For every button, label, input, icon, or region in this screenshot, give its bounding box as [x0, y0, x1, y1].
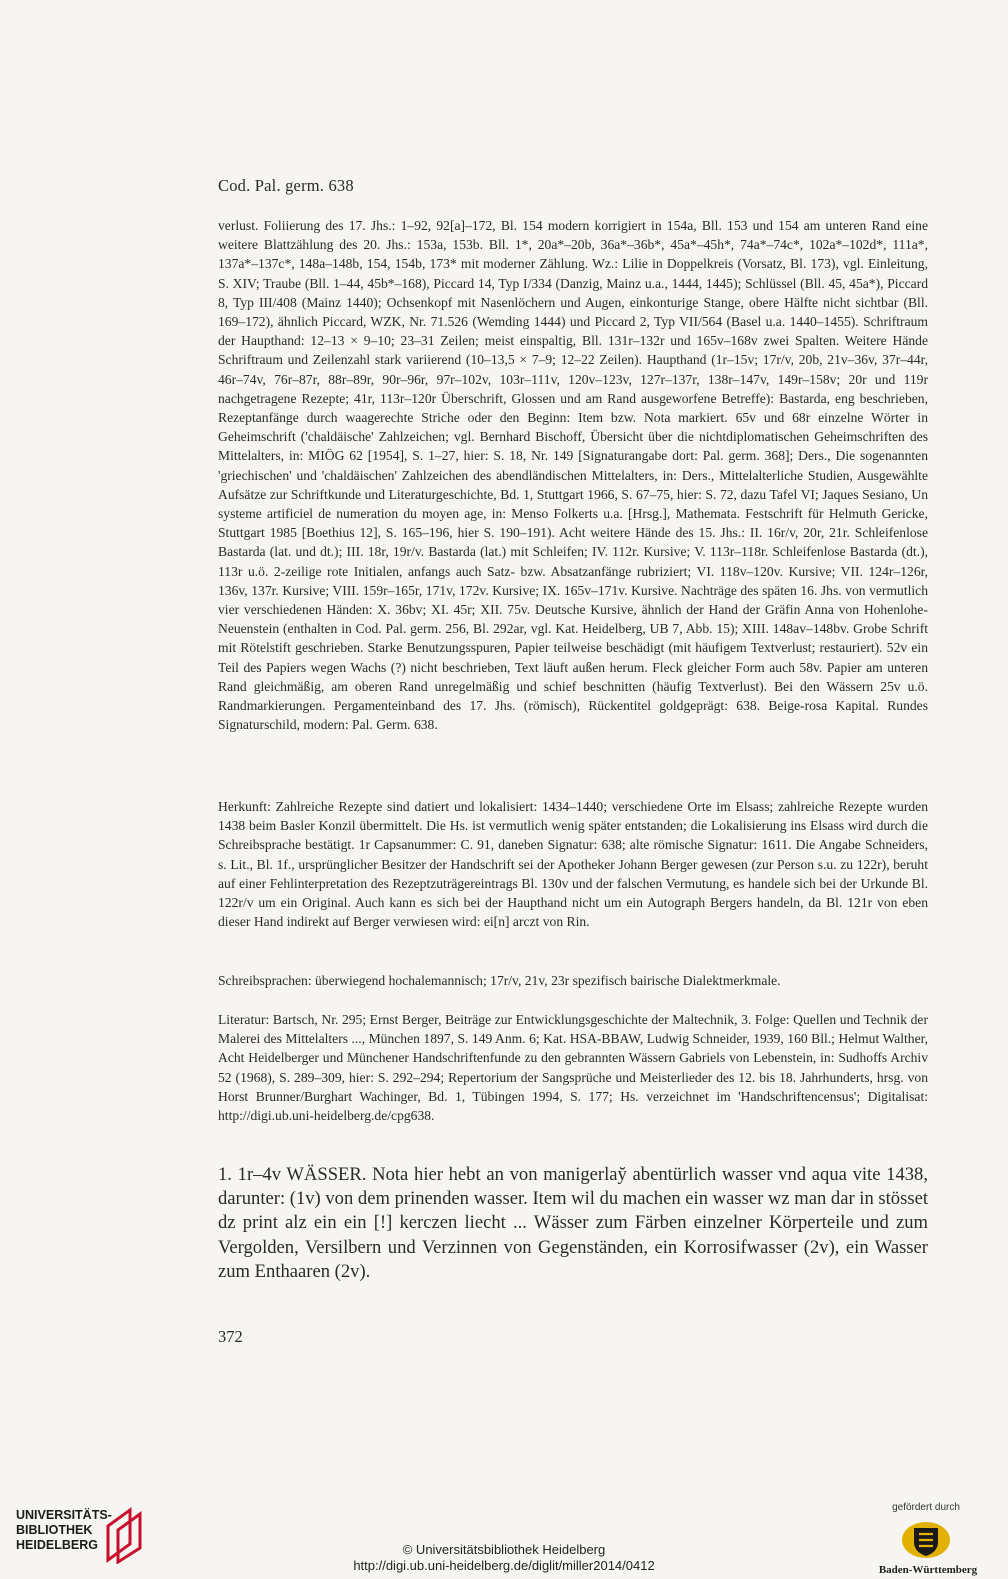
sponsor-name: Baden-Württemberg [878, 1564, 978, 1576]
copyright-notice [0, 1542, 1008, 1573]
paragraph-literatur: Literatur: Bartsch, Nr. 295; Ernst Berger, Beiträge zur Entwicklungsgeschichte der Maltechnik, 3. Folge: Quellen und Technik der Malerei des Mittelalters ..., München 1897, S. 149 Anm. 6; Kat. HSA-BBAW, Ludwig Schneider, 1939, 160 Bll.; Helmut Walther, Acht Heidelberger und Münchener Handschriftenfunde zu den gebrannten Wässern Gabriels von Lebenstein, in: Sudhoffs Archiv 52 (1968), S. 289–309, hier: S. 292–294; Repertorium der Sangsprüche und Meisterlieder des 12. bis 18. Jahrhunderts, hrsg. von Horst Brunner/Burghart Wachinger, Bd. 1, Tübingen 1994, S. 177; Hs. verzeichnet im 'Handschriftencensus'; Digitalisat: http://digi.ub.uni-heidelberg.de/cpg638. [218, 1012, 928, 1124]
folio-number: 372 [218, 1327, 243, 1346]
paragraph-codicology: verlust. Foliierung des 17. Jhs.: 1–92, 92[a]–172, Bl. 154 modern korrigiert in 154a, Bll. 153 und 154 am unteren Rand eine weitere Blattzählung des 20. Jhs.: 153a, 153b. Bll. 1*, 20a*–20b, 36a*–36b*, 45a*–45h*, 74a*–74c*, 102a*–102d*, 111a*, 137a*–137c*, 148a–148b, 154, 154b, 173* mit moderner Zählung. Wz.: Lilie in Doppelkreis (Vorsatz, Bl. 173), vgl. Einleitung, S. XIV; Traube (Bll. 1–44, 45b*–168), Piccard 14, Typ I/334 (Danzig, Mainz u.a., 1444, 1445); Schlüssel (Bll. 45, 45a*), Piccard 8, Typ III/408 (Mainz 1440); Ochsenkopf mit Nasenlöchern und Augen, einkonturige Stange, obere Hälfte nicht sichtbar (Bll. 169–172), ähnlich Piccard, WZK, Nr. 71.526 (Wemding 1444) und Piccard 2, Typ VII/564 (Basel u.a. 1440–1455). Schriftraum der Haupthand: 12–13 × 9–10; 23–31 Zeilen; meist einspaltig, Bll. 131r–132r und 165v–168v zwei Spalten. Weitere Hände Schriftraum und Zeilenzahl stark variierend (10–13,5 × 7–9; 12–22 Zeilen). Haupthand (1r–15v; 17r/v, 20b, 21v–36v, 37r–44r, 46r–74v, 76r–87r, 88r–89r, 90r–96r, 97r–102v, 103r–111v, 120v–123v, 127r–137r, 138r–147v, 149r–158v; 20r und 119r nachgetragene Rezepte; 41r, 113r–120r Überschrift, Glossen und am Rand ausgeworfene Betreffe): Bastarda, eng beschrieben, Rezeptanfänge durch waagerechte Striche oder den Beginn: Item bzw. Nota markiert. 65v und 68r einzelne Wörter in Geheimschrift ('chaldäische' Zahlzeichen; vgl. Bernhard Bischoff, Übersicht über die nichtdiplomatischen Geheimschriften des Mittelalters, in: MIÖG 62 [1954], S. 1–27, hier: S. 18, Nr. 149 [Signaturangabe dort: Pal. germ. 368]; Ders., Die sogenannten 'griechischen' und 'chaldäischen' Zahlzeichen des abendländischen Mittelalters, in: Ders., Mittelalterliche Studien, Ausgewählte Aufsätze zur Schriftkunde und Literaturgeschichte, Bd. 1, Stuttgart 1966, S. 67–75, hier: S. 72, dazu Tafel VI; Jaques Sesiano, Un systeme artificiel de numeration du moyen age, in: Menso Folkerts u.a. [Hrsg.], Mathemata. Festschrift für Helmuth Gericke, Stuttgart 1985 [Boethius 12], S. 165–196, hier S. 190–191). Acht weitere Hände des 15. Jhs.: II. 16r/v, 20r, 21r. Schleifenlose Bastarda (lat. und dt.); III. 18r, 19r/v. Bastarda (lat.) mit Schleifen; IV. 112r. Kursive; V. 113r–118r. Schleifenlose Bastarda (dt.), 113r u.ö. 2-zeilige rote Initialen, anfangs auch Satz- bzw. Absatzanfänge rubriziert; VI. 118v–120v. Kursive; VII. 124r–126r, 136v, 137r. Kursive; VIII. 159r–165r, 171v, 172v. Kursive; IX. 165v–171v. Kursive. Nachträge des späten 16. Jhs. von vermutlich vier verschiedenen Händen: X. 36bv; XI. 45r; XII. 75v. Deutsche Kursive, ähnlich der Hand der Gräfin Anna von Hohenlohe-Neuenstein (enthalten in Cod. Pal. germ. 256, Bl. 292ar, vgl. Kat. Heidelberg, UB 7, Abb. 15); XIII. 148av–148bv. Grobe Schrift mit Rötelstift geschrieben. Starke Benutzungsspuren, Papier teilweise beschädigt (mit häufigem Textverlust; restauriert). 52v ein Teil des Papiers wegen Wachs (?) nicht beschrieben, Text läuft außen herum. Fleck gleicher Form auch 58v. Papier am unteren Rand gleichmäßig, am oberen Rand unregelmäßig und schief beschnitten (häufig Textverlust). Bei den Wässern 25v u.ö. Randmarkierungen. Pergamenteinband des 17. Jhs. (römisch), Rückentitel goldgeprägt: 638. Beige-rosa Kapital. Rundes Signaturschild, modern: Pal. Germ. 638. [218, 218, 928, 733]
running-head: Cod. Pal. germ. 638 [218, 176, 354, 195]
logo-line-1: UNIVERSITÄTS- [16, 1508, 112, 1522]
sponsor-label: gefördert durch [892, 1502, 960, 1513]
paragraph-schreibsprachen: Schreibsprachen: überwiegend hochalemannisch; 17r/v, 21v, 23r spezifisch bairische Dialektmerkmale. [218, 973, 781, 988]
catalogue-entry: 1. 1r–4v WÄSSER. Nota hier hebt an von manigerlay̆ abentürlich wasser vnd aqua vite 1438, darunter: (1v) von dem prinenden wasser. Item wil du machen ein wasser wz man dar in stösset dz print alz ein ein [!] kerczen liecht ... Wässer zum Färben einzelner Körperteile und zum Vergolden, Versilbern und Verzinnen von Gegenständen, ein Korrosifwasser (2v), ein Wasser zum Enthaaren (2v). [218, 1164, 928, 1282]
footer [0, 1490, 1008, 1579]
logo-line-2: BIBLIOTHEK [16, 1523, 93, 1537]
copyright-line: © Universitätsbibliothek Heidelberg [402, 1542, 606, 1557]
permalink[interactable]: http://digi.ub.uni-heidelberg.de/diglit/miller2014/0412 [353, 1557, 655, 1573]
logo-line-3: HEIDELBERG [16, 1538, 98, 1552]
baden-wuerttemberg-crest-icon [900, 1520, 952, 1560]
paragraph-herkunft: Herkunft: Zahlreiche Rezepte sind datiert und lokalisiert: 1434–1440; verschiedene Orte im Elsass; zahlreiche Rezepte wurden 1438 beim Basler Konzil übermittelt. Die Hs. ist vermutlich wenig später entstanden; die Lokalisierung ins Elsass wird durch die Schreibsprache bestätigt. 1r Capsanummer: C. 91, daneben Signatur: 638; alte römische Signatur: 1611. Die Angabe Schneiders, s. Lit., Bl. 1f., ursprünglicher Besitzer der Handschrift sei der Apotheker Johann Berger gewesen (zur Person s.u. zu 122r), beruht auf einer Fehlinterpretation des Rezeptzuträgereintrags Bl. 130v und der falschen Vermutung, es handele sich bei der Urkunde Bl. 122r/v um ein Original. Auch kann es sich bei der Haupthand nicht um ein Autograph Bergers handeln, da Bl. 121r von eben dieser Hand indirekt auf Berger verwiesen wird: ei[n] arczt von Rin. [218, 799, 928, 930]
